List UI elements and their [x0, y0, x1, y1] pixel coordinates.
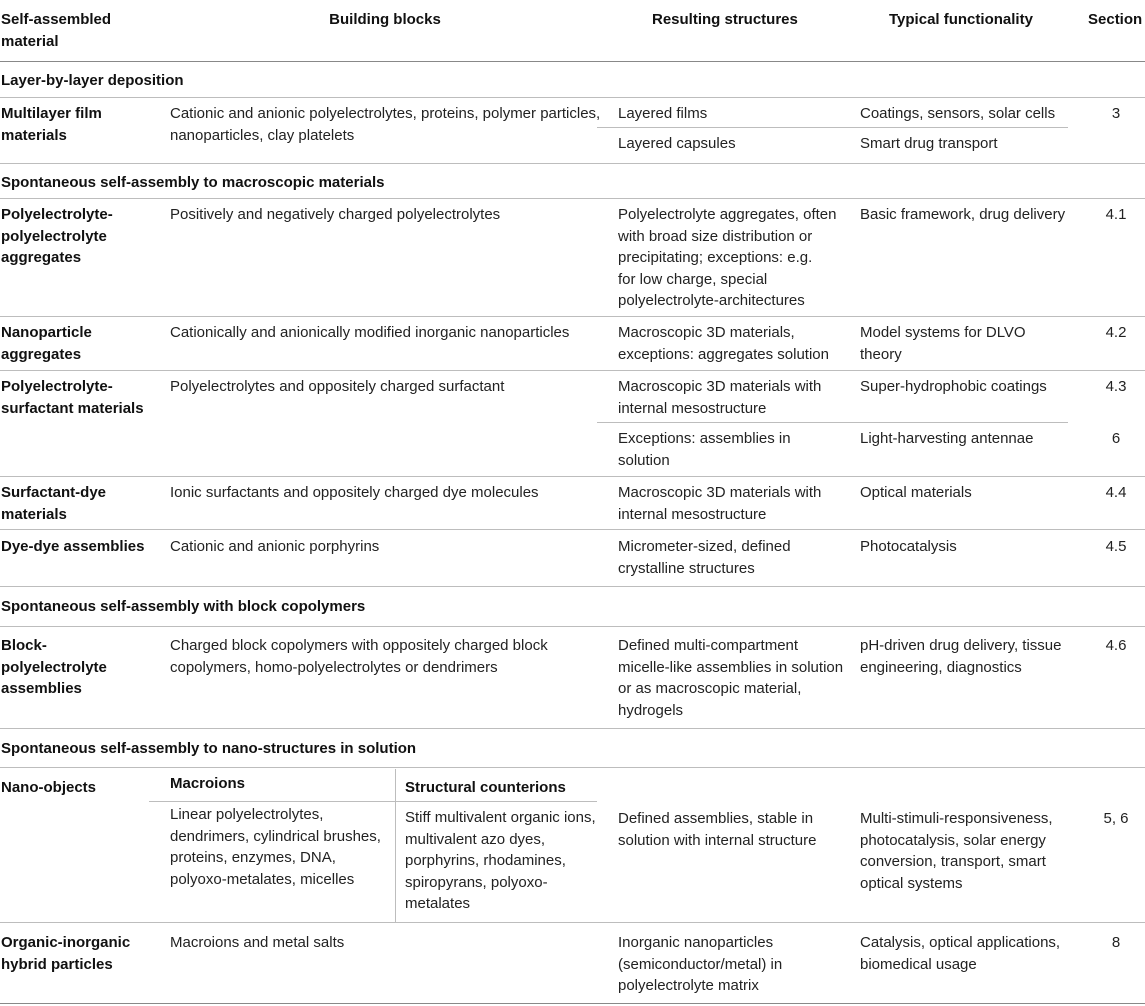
sub-divider [597, 127, 1068, 128]
divider [0, 476, 1145, 477]
subheader-structural-counterions: Structural counterions [405, 779, 566, 796]
blocks-surfactant-dye: Ionic surfactants and oppositely charged dye molecules [170, 484, 539, 501]
blocks-block-pe: Charged block copolymers with oppositely charged block copolymers, homo-polyelectrolytes or dendrimers [170, 637, 548, 676]
divider [0, 198, 1145, 199]
blocks-pe-pe: Positively and negatively charged polyelectrolytes [170, 206, 501, 223]
section-surfactant-dye: 4.4 [1105, 484, 1127, 501]
structure-block-pe: Defined multi-compartment micelle-like assemblies in solution or as macroscopic material, hydrogels [618, 637, 844, 719]
function-pe-surfactant-2: Light-harvesting antennae [860, 430, 1034, 447]
function-pe-surfactant-1: Super-hydrophobic coatings [860, 378, 1047, 395]
blocks-multilayer: Cationic and anionic polyelectrolytes, proteins, polymer particles, nanoparticles, clay platelets [170, 105, 601, 144]
structure-pe-surfactant-1: Macroscopic 3D materials with internal mesostructure [618, 378, 822, 417]
function-block-pe: pH-driven drug delivery, tissue engineering, diagnostics [860, 637, 1062, 676]
group-heading-nano: Spontaneous self-assembly to nano-structures in solution [1, 740, 417, 757]
blocks-nanoparticle: Cationically and anionically modified inorganic nanoparticles [170, 324, 570, 341]
subheader-macroions: Macroions [170, 775, 246, 792]
section-pe-surfactant-1: 4.3 [1105, 378, 1127, 395]
structure-pe-surfactant-2: Exceptions: assemblies in solution [618, 430, 791, 469]
section-block-pe: 4.6 [1105, 637, 1127, 654]
section-multilayer: 3 [1111, 105, 1121, 122]
blocks-hybrid: Macroions and metal salts [170, 934, 345, 951]
divider [0, 586, 1145, 587]
header-building-blocks: Building blocks [329, 11, 441, 28]
material-nano-objects: Nano-objects [1, 779, 97, 796]
structure-dye-dye: Micrometer-sized, defined crystalline structures [618, 538, 791, 577]
header-divider [0, 61, 1145, 62]
material-nanoparticle: Nanoparticle aggregates [1, 324, 92, 363]
divider [0, 370, 1145, 371]
divider [0, 922, 1145, 923]
blocks-pe-surfactant: Polyelectrolytes and oppositely charged surfactant [170, 378, 505, 395]
nano-macroions-list: Linear polyelectrolytes, dendrimers, cylindrical brushes, proteins, enzymes, DNA, polyoxo-metalates, micelles [170, 806, 381, 888]
material-hybrid: Organic-inorganic hybrid particles [1, 934, 131, 973]
header-typical-functionality: Typical functionality [889, 11, 1033, 28]
function-layered-films: Coatings, sensors, solar cells [860, 105, 1056, 122]
material-dye-dye: Dye-dye assemblies [1, 538, 145, 555]
section-nano-objects: 5, 6 [1103, 810, 1129, 827]
table-bottom-border [0, 1003, 1145, 1004]
structure-nano-objects: Defined assemblies, stable in solution with internal structure [618, 810, 817, 849]
blocks-dye-dye: Cationic and anionic porphyrins [170, 538, 380, 555]
structure-layered-films: Layered films [618, 105, 708, 122]
function-layered-capsules: Smart drug transport [860, 135, 998, 152]
function-surfactant-dye: Optical materials [860, 484, 972, 501]
group-heading-block: Spontaneous self-assembly with block copolymers [1, 598, 366, 615]
divider [0, 728, 1145, 729]
group-heading-macro: Spontaneous self-assembly to macroscopic materials [1, 174, 385, 191]
divider [0, 316, 1145, 317]
divider [0, 97, 1145, 98]
section-pe-surfactant-2: 6 [1111, 430, 1121, 447]
divider [0, 163, 1145, 164]
structure-surfactant-dye: Macroscopic 3D materials with internal mesostructure [618, 484, 822, 523]
structure-hybrid: Inorganic nanoparticles (semiconductor/metal) in polyelectrolyte matrix [618, 934, 783, 994]
section-pe-pe: 4.1 [1105, 206, 1127, 223]
nano-counterions-list: Stiff multivalent organic ions, multivalent azo dyes, porphyrins, rhodamines, spiropyrans, polyoxo- metalates [405, 809, 596, 912]
divider [0, 626, 1145, 627]
function-dye-dye: Photocatalysis [860, 538, 957, 555]
structure-pe-pe: Polyelectrolyte aggregates, often with broad size distribution or precipitating; exceptions: e.g. for low charge, special polyelectrolyte-architectures [618, 206, 837, 309]
column-divider [395, 769, 396, 922]
divider [0, 767, 1145, 768]
material-block-pe: Block- polyelectrolyte assemblies [1, 637, 107, 697]
header-resulting-structures: Resulting structures [652, 11, 798, 28]
group-heading-lbl: Layer-by-layer deposition [1, 72, 184, 89]
function-nano-objects: Multi-stimuli-responsiveness, photocatalysis, solar energy conversion, transport, smart optical systems [860, 810, 1053, 892]
section-dye-dye: 4.5 [1105, 538, 1127, 555]
material-pe-surfactant: Polyelectrolyte- surfactant materials [1, 378, 144, 417]
section-nanoparticle: 4.2 [1105, 324, 1127, 341]
section-hybrid: 8 [1111, 934, 1121, 951]
material-surfactant-dye: Surfactant-dye materials [1, 484, 107, 523]
header-material: Self-assembled material [1, 11, 112, 50]
structure-layered-capsules: Layered capsules [618, 135, 736, 152]
sub-divider [597, 422, 1068, 423]
sub-divider [149, 801, 597, 802]
function-hybrid: Catalysis, optical applications, biomedical usage [860, 934, 1061, 973]
divider [0, 529, 1145, 530]
function-pe-pe: Basic framework, drug delivery [860, 206, 1066, 223]
material-pe-pe: Polyelectrolyte- polyelectrolyte aggregates [1, 206, 113, 266]
function-nanoparticle: Model systems for DLVO theory [860, 324, 1026, 363]
material-multilayer: Multilayer film materials [1, 105, 102, 144]
structure-nanoparticle: Macroscopic 3D materials, exceptions: aggregates solution [618, 324, 829, 363]
header-section: Section [1088, 11, 1143, 28]
